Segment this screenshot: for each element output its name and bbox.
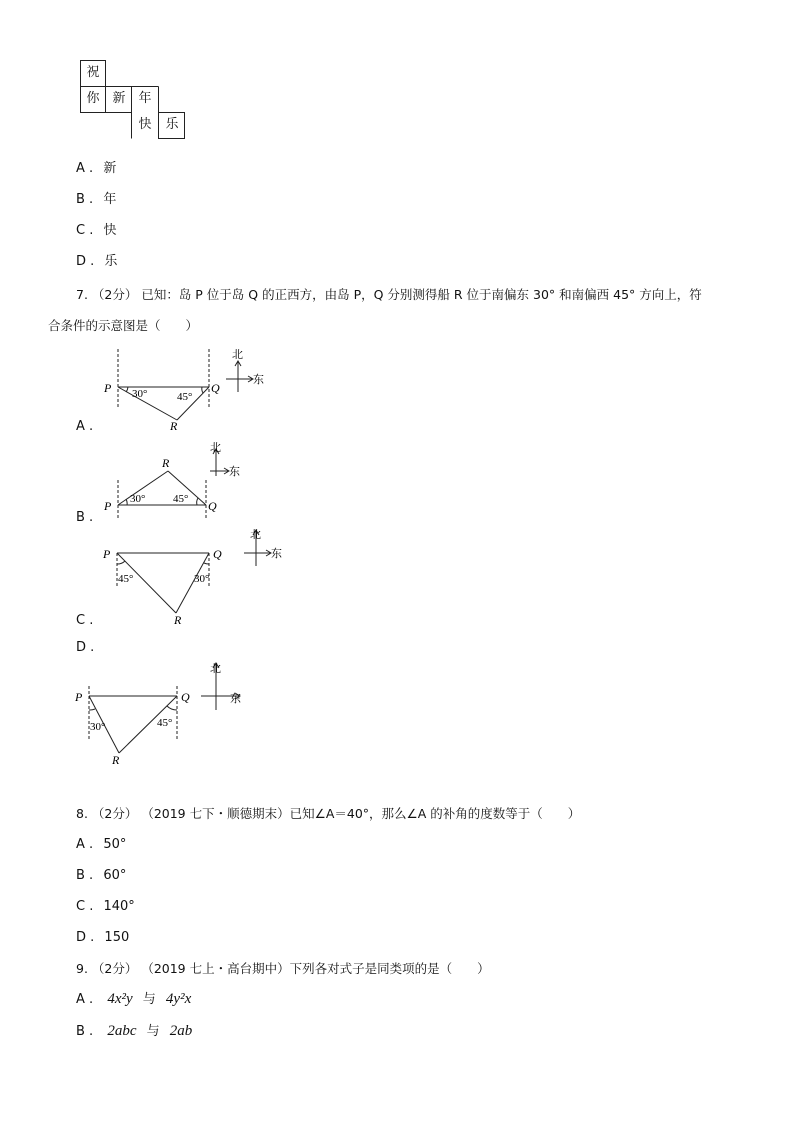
label-r: R — [162, 456, 170, 470]
q6-option-b[interactable] — [76, 192, 116, 208]
q6-option-c[interactable] — [76, 223, 117, 239]
q7-stem-line1: 7. （2分） 已知：岛 P 位于岛 Q 的正西方，由岛 P，Q 分别测得船 R 位于南偏东 30° 和南偏西 45° 方向上，符 — [76, 287, 702, 302]
net-cell-1: 祝 — [86, 65, 100, 80]
net-cell-5: 快 — [138, 117, 152, 132]
label-p: P — [75, 690, 83, 704]
label-p: P — [104, 381, 112, 395]
option-text: 新 — [103, 161, 117, 176]
expression-right: 2ab — [169, 1023, 193, 1039]
conjunction: 与 — [146, 1024, 160, 1039]
q7-figure-c — [98, 526, 298, 626]
q7-figure-a — [98, 344, 278, 434]
option-text: 140° — [103, 899, 135, 914]
option-letter: B . — [76, 192, 94, 207]
net-cell-6: 乐 — [165, 117, 179, 132]
option-text: 150 — [104, 930, 130, 945]
east-label: 东 — [253, 373, 264, 386]
expression-right: 4y²x — [165, 991, 192, 1007]
option-text: 60° — [103, 868, 127, 883]
q9-option-b[interactable] — [76, 1023, 192, 1040]
option-letter: A . — [76, 161, 94, 176]
option-letter: C . — [76, 223, 94, 238]
q6-option-a[interactable] — [76, 161, 116, 177]
angle-left: 30° — [90, 721, 106, 733]
q7-figure-d — [70, 658, 270, 768]
angle-right: 45° — [173, 493, 189, 505]
option-text: 年 — [103, 192, 117, 207]
label-r: R — [170, 419, 178, 433]
net-cell-3: 新 — [112, 91, 126, 106]
q9-stem: 9. （2分） （2019 七上・高台期中）下列各对式子是同类项的是（ ） — [76, 961, 490, 976]
q7-option-d[interactable]: D . — [76, 640, 95, 655]
q7-stem-line2: 合条件的示意图是（ ） — [48, 318, 199, 333]
expression-left: 2abc — [107, 1023, 137, 1039]
north-label: 北 — [232, 348, 243, 361]
option-text: 50° — [103, 837, 127, 852]
q7-figure-b — [98, 440, 278, 520]
label-r: R — [112, 753, 120, 767]
net-cell-2: 你 — [86, 91, 100, 106]
q7-option-b[interactable]: B . — [76, 510, 94, 525]
north-label: 北 — [250, 528, 261, 541]
q7-option-a[interactable]: A . — [76, 419, 94, 434]
east-label: 东 — [229, 465, 240, 478]
cube-net-figure — [80, 60, 190, 140]
angle-right: 45° — [177, 391, 193, 403]
angle-left: 45° — [118, 573, 134, 585]
label-p: P — [103, 547, 111, 561]
east-label: 东 — [271, 547, 282, 560]
label-r: R — [174, 613, 182, 626]
option-text: 乐 — [104, 254, 118, 269]
expression-left: 4x²y — [107, 991, 133, 1007]
net-cell-4: 年 — [138, 91, 152, 106]
north-label: 北 — [210, 441, 221, 454]
label-q: Q — [213, 547, 222, 561]
q7-option-c[interactable]: C . — [76, 613, 94, 628]
east-label: 东 — [230, 692, 241, 705]
option-letter: A . — [76, 992, 94, 1007]
option-letter: D . — [76, 930, 95, 945]
conjunction: 与 — [142, 992, 156, 1007]
angle-left: 30° — [130, 493, 146, 505]
north-label: 北 — [210, 662, 221, 675]
option-letter: B . — [76, 868, 94, 883]
option-letter: A . — [76, 837, 94, 852]
q9-option-a[interactable] — [76, 991, 191, 1008]
label-p: P — [104, 499, 112, 513]
label-q: Q — [181, 690, 190, 704]
label-q: Q — [211, 381, 220, 395]
option-text: 快 — [103, 223, 117, 238]
angle-left: 30° — [132, 388, 148, 400]
angle-right: 30° — [194, 573, 210, 585]
q8-option-a[interactable] — [76, 837, 126, 853]
angle-right: 45° — [157, 717, 173, 729]
option-letter: B . — [76, 1024, 94, 1039]
q6-option-d[interactable] — [76, 254, 117, 270]
option-letter: D . — [76, 254, 95, 269]
label-q: Q — [208, 499, 217, 513]
q8-option-d[interactable] — [76, 930, 129, 946]
q8-option-c[interactable] — [76, 899, 135, 915]
q8-option-b[interactable] — [76, 868, 126, 884]
q8-stem: 8. （2分） （2019 七下・顺德期末）已知∠A＝40°，那么∠A 的补角的度数等于（ ） — [76, 806, 581, 821]
option-letter: C . — [76, 899, 94, 914]
